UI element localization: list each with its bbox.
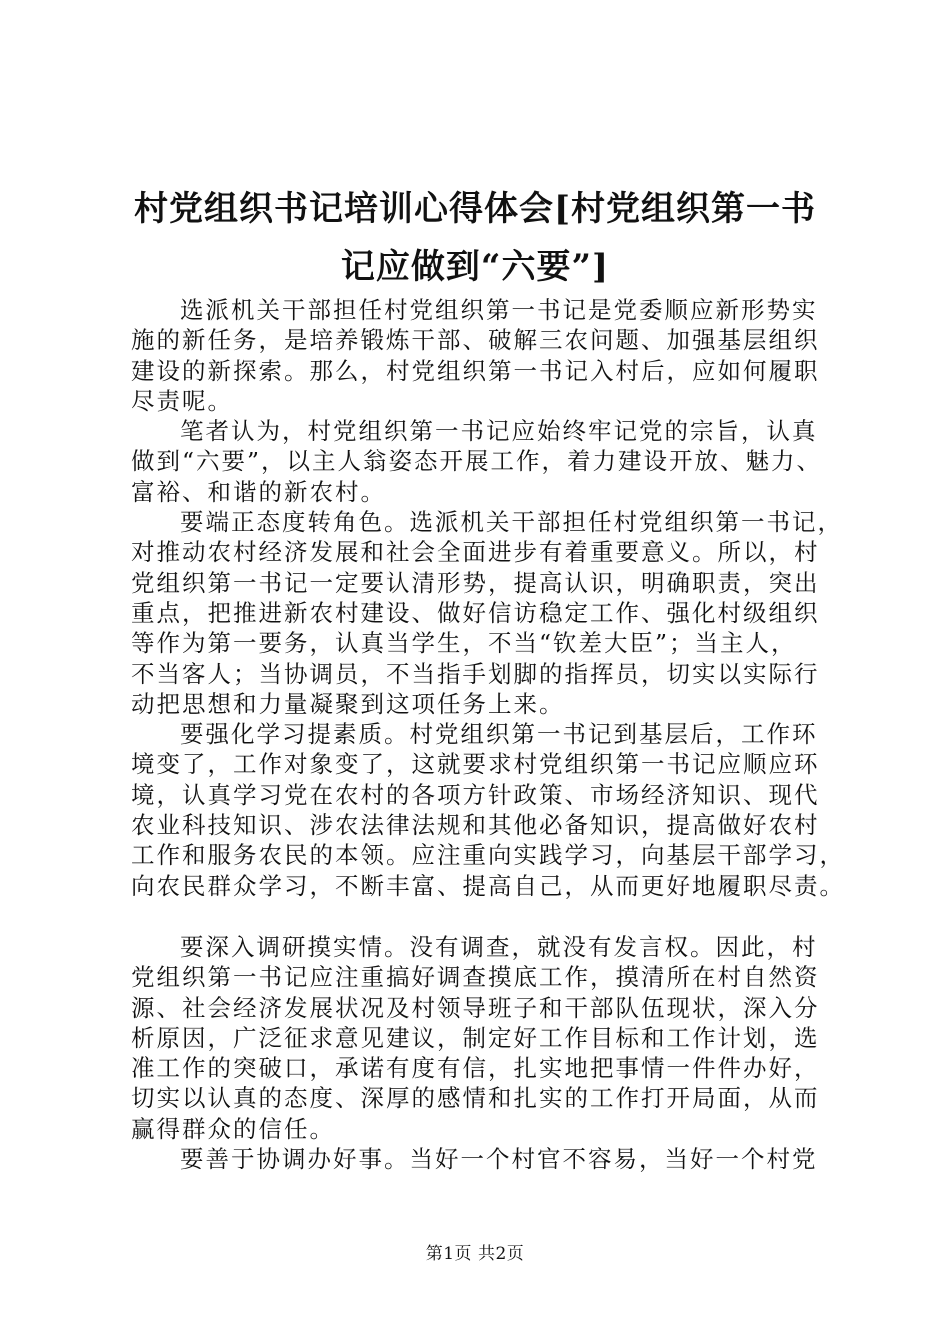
text-line: 境变了，工作对象变了，这就要求村党组织第一书记应顺应环 xyxy=(131,750,820,779)
text-line: 要深入调研摸实情。没有调查，就没有发言权。因此，村 xyxy=(180,932,818,961)
text-line: 尽责呢。 xyxy=(131,386,233,415)
text-line: 要端正态度转角色。选派机关干部担任村党组织第一书记， xyxy=(180,508,843,537)
title-line: 记应做到“六要”] xyxy=(340,247,610,287)
text-line: 做到“六要”，以主人翁姿态开展工作，着力建设开放、魅力、 xyxy=(131,447,823,476)
text-line: 施的新任务，是培养锻炼干部、破解三农问题、加强基层组织 xyxy=(131,326,820,355)
text-line: 等作为第一要务，认真当学生，不当“钦差大臣”；当主人， xyxy=(131,629,797,658)
text-line: 选派机关干部担任村党组织第一书记是党委顺应新形势实 xyxy=(180,296,818,324)
text-line: 准工作的突破口，承诺有度有信，扎实地把事情一件件办好， xyxy=(131,1054,820,1083)
text-line: 源、社会经济发展状况及村领导班子和干部队伍现状，深入分 xyxy=(131,993,820,1022)
text-line: 工作和服务农民的本领。应注重向实践学习，向基层干部学习， xyxy=(131,841,845,870)
text-line: 要善于协调办好事。当好一个村官不容易，当好一个村党 xyxy=(180,1145,818,1174)
paragraph-attitude xyxy=(131,507,843,719)
text-line: 富裕、和谐的新农村。 xyxy=(131,477,386,506)
page-number-footer: 第1页 共2页 xyxy=(425,1244,525,1264)
paragraph-gap xyxy=(131,901,821,932)
paragraph-coordination xyxy=(131,1144,821,1174)
text-line: 建设的新探索。那么，村党组织第一书记入村后，应如何履职 xyxy=(131,356,820,385)
text-line: 笔者认为，村党组织第一书记应始终牢记党的宗旨，认真 xyxy=(180,417,818,446)
text-line: 动把思想和力量凝聚到这项任务上来。 xyxy=(131,689,565,718)
text-line: 要强化学习提素质。村党组织第一书记到基层后，工作环 xyxy=(180,720,818,749)
text-line: 赢得群众的信任。 xyxy=(131,1114,335,1143)
text-line: 不当客人；当协调员，不当指手划脚的指挥员，切实以实际行 xyxy=(131,659,820,688)
text-line: 境，认真学习党在农村的各项方针政策、市场经济知识、现代 xyxy=(131,780,820,809)
document-title xyxy=(118,180,832,296)
text-line: 农业科技知识、涉农法律法规和其他必备知识，提高做好农村 xyxy=(131,811,820,840)
document-body xyxy=(131,295,845,1174)
paragraph-author-view xyxy=(131,416,821,507)
text-line: 重点，把推进新农村建设、做好信访稳定工作、强化村级组织 xyxy=(131,598,820,627)
paragraph-research xyxy=(131,932,821,1144)
text-line: 党组织第一书记应注重搞好调查摸底工作，摸清所在村自然资 xyxy=(131,963,820,992)
text-line: 党组织第一书记一定要认清形势，提高认识，明确职责，突出 xyxy=(131,568,820,597)
title-line: 村党组织书记培训心得体会[村党组织第一书 xyxy=(133,189,817,229)
text-line: 切实以认真的态度、深厚的感情和扎实的工作打开局面，从而 xyxy=(131,1084,820,1113)
text-line: 对推动农村经济发展和社会全面进步有着重要意义。所以，村 xyxy=(131,538,820,567)
paragraph-study xyxy=(131,719,845,901)
paragraph-intro xyxy=(131,295,821,416)
text-line: 向农民群众学习，不断丰富、提高自己，从而更好地履职尽责。 xyxy=(131,871,845,900)
text-line: 析原因，广泛征求意见建议，制定好工作目标和工作计划，选 xyxy=(131,1023,820,1052)
